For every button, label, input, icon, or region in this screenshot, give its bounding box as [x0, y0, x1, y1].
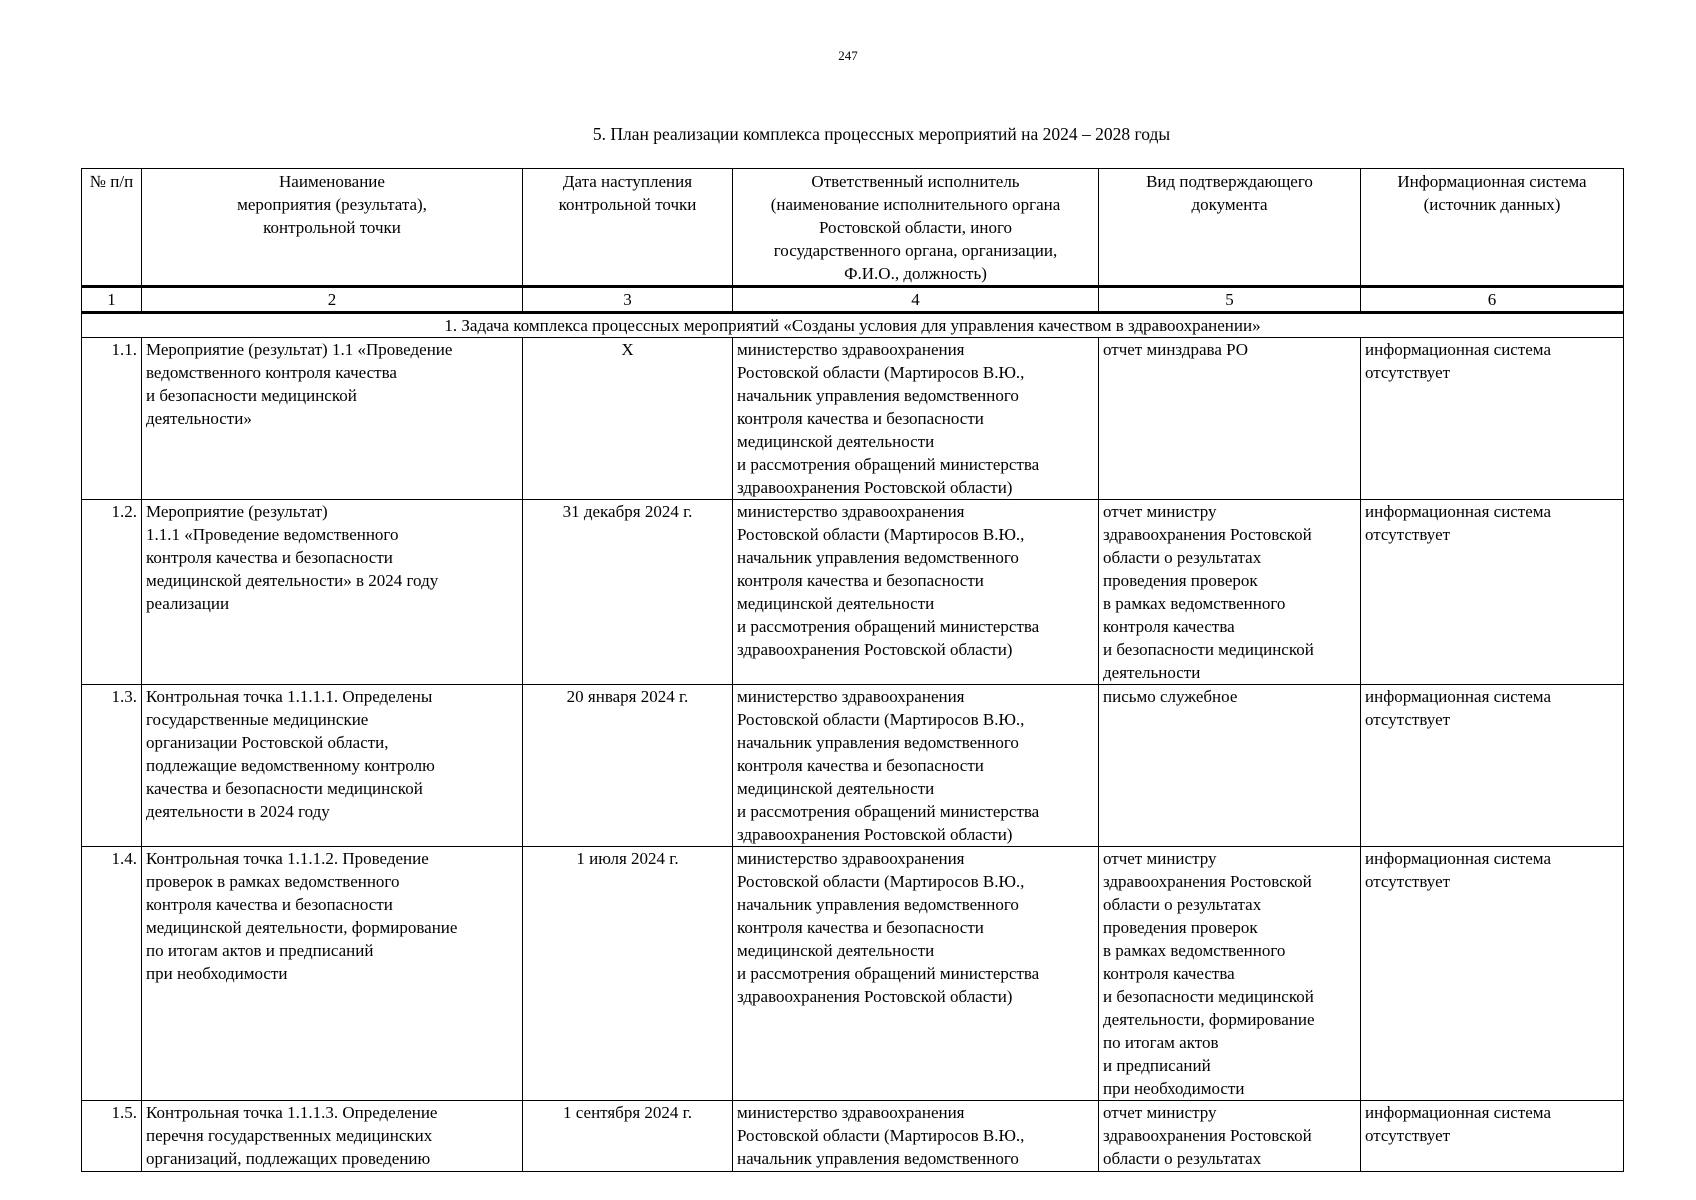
row-name: Контрольная точка 1.1.1.2. Проведение проверок в рамках ведомственного контроля качества и безопасности медицинской деятельности, формирование по итогам актов и предписаний при необходимости [142, 847, 523, 1101]
table-row [82, 338, 1624, 500]
section-title: 1. Задача комплекса процессных мероприятий «Созданы условия для управления качеством в здравоохранении» [82, 313, 1624, 338]
header-name: Наименование мероприятия (результата), контрольной точки [142, 169, 523, 287]
document-title: 5. План реализации комплекса процессных мероприятий на 2024 – 2028 годы [592, 124, 1171, 144]
column-number: 5 [1099, 287, 1361, 313]
row-document: отчет министру здравоохранения Ростовской области о результатах проведения проверок в рамках ведомственного контроля качества и безопасности медицинской деятельности [1099, 500, 1361, 685]
header-date: Дата наступления контрольной точки [523, 169, 733, 287]
table-row [82, 1101, 1624, 1172]
column-number: 3 [523, 287, 733, 313]
row-executor: министерство здравоохранения Ростовской области (Мартиросов В.Ю., начальник управления ведомственного контроля качества и безопасности медицинской деятельности и рассмотрения обращений министерства здравоохранения Ростовской области) [733, 685, 1099, 847]
row-date: 1 июля 2024 г. [523, 847, 733, 1101]
page-number: 247 [838, 48, 858, 63]
section-title-row [82, 313, 1624, 338]
implementation-plan-table [81, 168, 1624, 1172]
header-executor: Ответственный исполнитель (наименование исполнительного органа Ростовской области, иного государственного органа, организации, Ф.И.О., должность) [733, 169, 1099, 287]
row-number: 1.2. [82, 500, 142, 685]
row-system: информационная система отсутствует [1361, 500, 1624, 685]
table-header-row [82, 169, 1624, 287]
row-system: информационная система отсутствует [1361, 685, 1624, 847]
row-name: Контрольная точка 1.1.1.3. Определение перечня государственных медицинских организаций, подлежащих проведению [142, 1101, 523, 1172]
header-system: Информационная система (источник данных) [1361, 169, 1624, 287]
header-number: № п/п [82, 169, 142, 287]
row-number: 1.1. [82, 338, 142, 500]
table-row [82, 500, 1624, 685]
row-number: 1.4. [82, 847, 142, 1101]
header-document: Вид подтверждающего документа [1099, 169, 1361, 287]
table-row [82, 685, 1624, 847]
row-executor: министерство здравоохранения Ростовской области (Мартиросов В.Ю., начальник управления ведомственного контроля качества и безопасности медицинской деятельности и рассмотрения обращений министерства здравоохранения Ростовской области) [733, 847, 1099, 1101]
row-document: письмо служебное [1099, 685, 1361, 847]
row-system: информационная система отсутствует [1361, 847, 1624, 1101]
row-number: 1.3. [82, 685, 142, 847]
row-name: Мероприятие (результат) 1.1.1 «Проведение ведомственного контроля качества и безопасности медицинской деятельности» в 2024 году реализации [142, 500, 523, 685]
row-system: информационная система отсутствует [1361, 1101, 1624, 1172]
row-executor: министерство здравоохранения Ростовской области (Мартиросов В.Ю., начальник управления ведомственного контроля качества и безопасности медицинской деятельности и рассмотрения обращений министерства здравоохранения Ростовской области) [733, 338, 1099, 500]
row-executor: министерство здравоохранения Ростовской области (Мартиросов В.Ю., начальник управления ведомственного [733, 1101, 1099, 1172]
row-system: информационная система отсутствует [1361, 338, 1624, 500]
row-document: отчет минздрава РО [1099, 338, 1361, 500]
row-date: 1 сентября 2024 г. [523, 1101, 733, 1172]
column-number: 2 [142, 287, 523, 313]
column-numbers-row [82, 287, 1624, 313]
row-date: X [523, 338, 733, 500]
row-date: 20 января 2024 г. [523, 685, 733, 847]
column-number: 6 [1361, 287, 1624, 313]
column-number: 1 [82, 287, 142, 313]
row-date: 31 декабря 2024 г. [523, 500, 733, 685]
table-row [82, 847, 1624, 1101]
row-document: отчет министру здравоохранения Ростовской области о результатах проведения проверок в рамках ведомственного контроля качества и безопасности медицинской деятельности, формирование по итогам актов и предписаний при необходимости [1099, 847, 1361, 1101]
row-name: Мероприятие (результат) 1.1 «Проведение ведомственного контроля качества и безопасности медицинской деятельности» [142, 338, 523, 500]
row-executor: министерство здравоохранения Ростовской области (Мартиросов В.Ю., начальник управления ведомственного контроля качества и безопасности медицинской деятельности и рассмотрения обращений министерства здравоохранения Ростовской области) [733, 500, 1099, 685]
column-number: 4 [733, 287, 1099, 313]
row-name: Контрольная точка 1.1.1.1. Определены государственные медицинские организации Ростовской области, подлежащие ведомственному контролю качества и безопасности медицинской деятельности в 2024 году [142, 685, 523, 847]
row-document: отчет министру здравоохранения Ростовской области о результатах [1099, 1101, 1361, 1172]
row-number: 1.5. [82, 1101, 142, 1172]
